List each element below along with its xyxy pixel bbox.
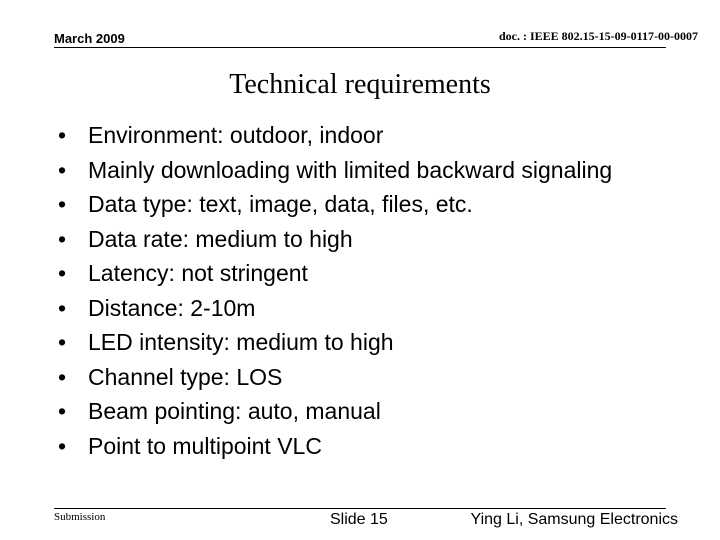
bullet-item	[58, 397, 658, 426]
bullet-text: Latency: not stringent	[88, 260, 308, 286]
bullet-text: Channel type: LOS	[88, 363, 283, 390]
bullet-text: Distance: 2-10m	[88, 294, 256, 321]
bullet-text: Beam pointing: auto, manual	[88, 398, 381, 424]
bullet-text: Point to multipoint VLC	[88, 432, 322, 459]
bullet-item	[58, 294, 658, 323]
bullet-icon: •	[58, 363, 67, 390]
bullet-icon: •	[58, 329, 67, 355]
bullet-list	[58, 121, 658, 466]
footer-slide-number: Slide 15	[330, 511, 388, 528]
bullet-text: Mainly downloading with limited backward signaling	[88, 156, 613, 183]
bullet-item	[58, 363, 658, 392]
slide-title: Technical requirements	[229, 69, 491, 100]
bullet-item	[58, 190, 658, 219]
footer-submission: Submission	[54, 511, 106, 523]
bullet-icon: •	[58, 156, 67, 183]
bullet-item	[58, 328, 658, 357]
bullet-text: Data rate: medium to high	[88, 225, 353, 252]
header-divider	[54, 47, 666, 48]
bullet-text: Environment: outdoor, indoor	[88, 122, 384, 148]
footer-author: Ying Li, Samsung Electronics	[470, 511, 678, 528]
bullet-text: LED intensity: medium to high	[88, 329, 394, 355]
bullet-item	[58, 432, 658, 461]
bullet-item	[58, 156, 658, 185]
header-date: March 2009	[54, 31, 125, 46]
bullet-icon: •	[58, 122, 67, 148]
bullet-item	[58, 259, 658, 288]
footer-divider	[54, 508, 666, 509]
bullet-item	[58, 225, 658, 254]
bullet-icon: •	[58, 225, 67, 252]
bullet-item	[58, 121, 658, 150]
bullet-icon: •	[58, 260, 67, 286]
bullet-icon: •	[58, 294, 67, 321]
bullet-text: Data type: text, image, data, files, etc.	[88, 191, 473, 217]
bullet-icon: •	[58, 191, 67, 217]
bullet-icon: •	[58, 432, 67, 459]
header-doc-id: doc. : IEEE 802.15-15-09-0117-00-0007	[499, 29, 698, 43]
bullet-icon: •	[58, 398, 67, 424]
